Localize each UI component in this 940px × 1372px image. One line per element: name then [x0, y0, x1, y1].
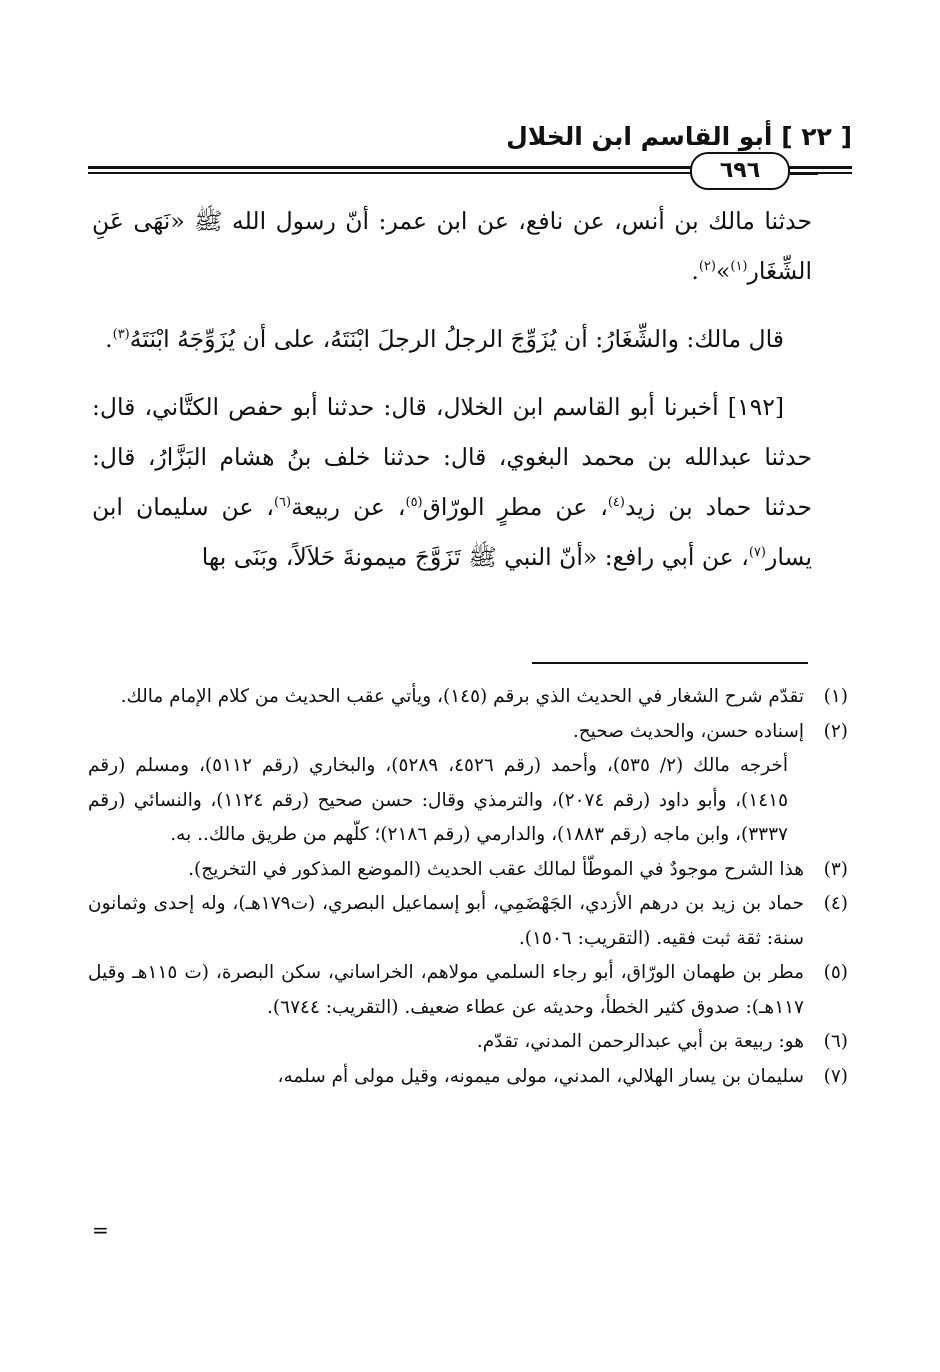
footnote: [88, 853, 848, 888]
text-run: ، عن سليمان ابن يسار: [92, 493, 812, 571]
footnote-number: (٥): [823, 962, 848, 983]
header-ornament: [790, 166, 818, 178]
footnote-ref-7[interactable]: (٧): [748, 545, 766, 561]
footnote-text: سليمان بن يسار الهلالي، المدني، مولى ميمونه، وقيل مولى أم سلمه،: [277, 1065, 804, 1087]
footnote-text: إسناده حسن، والحديث صحيح.: [572, 720, 804, 742]
footnotes: [88, 680, 848, 1094]
footnote-number: (٣): [823, 858, 848, 880]
main-text: [92, 196, 812, 582]
paragraph-malik-comment: [92, 314, 812, 364]
footnote: [88, 680, 848, 715]
text-run: ، عن ربيعة: [291, 493, 406, 521]
footnote-text: تقدّم شرح الشغار في الحديث الذي برقم (١٤٥)، ويأتي عقب الحديث من كلام الإمام مالك.: [120, 686, 804, 707]
paragraph-hadith-191: [92, 196, 812, 296]
footnote-ref-5[interactable]: (٥): [405, 495, 423, 511]
text-run: قال مالك: والشِّغَارُ: أن يُزَوِّجَ الرجلُ الرجلَ ابْنَتَهُ، على أن يُزَوِّجَهُ ابْنَتَهُ: [129, 325, 784, 353]
footnote-number: (٦): [823, 1031, 848, 1052]
continuation-mark: =: [92, 1218, 109, 1242]
footnote-number: (١): [823, 686, 848, 707]
page-number: ٦٩٦: [690, 152, 790, 190]
footnote-text: هذا الشرح موجودٌ في الموطّأ لمالك عقب الحديث (الموضع المذكور في التخريج).: [188, 858, 804, 880]
text-run: ، عن مطرٍ الورّاق: [422, 493, 608, 521]
footnote-ref-6[interactable]: (٦): [273, 495, 292, 511]
text-run: .: [105, 325, 113, 353]
footnote-ref-2[interactable]: (٢): [698, 259, 716, 275]
footnote: [88, 715, 848, 750]
footnote: [88, 1060, 848, 1095]
footnote-ref-1[interactable]: (١): [730, 259, 748, 275]
footnote-number: (٤): [823, 893, 848, 914]
text-run: »: [715, 257, 731, 285]
text-run: حدثنا مالك بن أنس، عن نافع، عن ابن عمر: أنّ رسول الله ﷺ «نَهَى عَنِ الشِّغَار: [92, 207, 812, 285]
paragraph-hadith-192: [92, 382, 812, 582]
footnote-ref-4[interactable]: (٤): [607, 495, 625, 511]
footnote-number: (٢): [823, 720, 848, 742]
footnote: [88, 956, 848, 1025]
footnote: [88, 1025, 848, 1060]
footnote-separator: [532, 662, 808, 664]
footnote-ref-3[interactable]: (٣): [112, 327, 130, 343]
running-title: [ ٢٢ ] أبو القاسم ابن الخلال: [506, 122, 852, 151]
footnote-number: (٧): [823, 1065, 848, 1087]
footnote: [88, 887, 848, 956]
footnote-text: مطر بن طهمان الورّاق، أبو رجاء السلمي مولاهم، الخراساني، سكن البصرة، (ت ١١٥هـ وقيل ١١٧هـ): صدوق كثير الخطأ، وحديثه عن عطاء ضعيف. (التقريب: ٦٧٤٤).: [88, 962, 804, 1018]
footnote-text: هو: ربيعة بن أبي عبدالرحمن المدني، تقدّم.: [476, 1031, 804, 1052]
text-run: [١٩٢] أخبرنا أبو القاسم ابن الخلال، قال: حدثنا أبو حفص الكتَّاني، قال: حدثنا عبدالله بن محمد البغوي، قال: حدثنا خلف بنُ هشام البَزَّارُ، قال: حدثنا حماد بن زيد: [92, 393, 812, 521]
footnote-continuation: أخرجه مالك (٢/ ٥٣٥)، وأحمد (رقم ٤٥٢٦، ٥٢٨٩)، والبخاري (رقم ٥١١٢)، ومسلم (رقم ١٤١٥)، وأبو داود (رقم ٢٠٧٤)، والترمذي وقال: حسن صحيح (رقم ١١٢٤)، والنسائي (رقم ٣٣٣٧)، وابن ماجه (رقم ١٨٨٣)، والدارمي (رقم ٢١٨٦)؛ كلّهم من طريق مالك.. به.: [88, 755, 789, 845]
footnote-text: حماد بن زيد بن درهم الأزدي، الجَهْضَمِي، أبو إسماعيل البصري، (ت١٧٩هـ)، وله إحدى وثمانون سنة: ثقة ثبت فقيه. (التقريب: ١٥٠٦).: [88, 893, 804, 949]
text-run: .: [691, 257, 699, 285]
text-run: ، عن أبي رافع: «أنّ النبي ﷺ تَزَوَّجَ ميمونةَ حَلاَلاً، وبَنَى بها: [201, 543, 749, 571]
